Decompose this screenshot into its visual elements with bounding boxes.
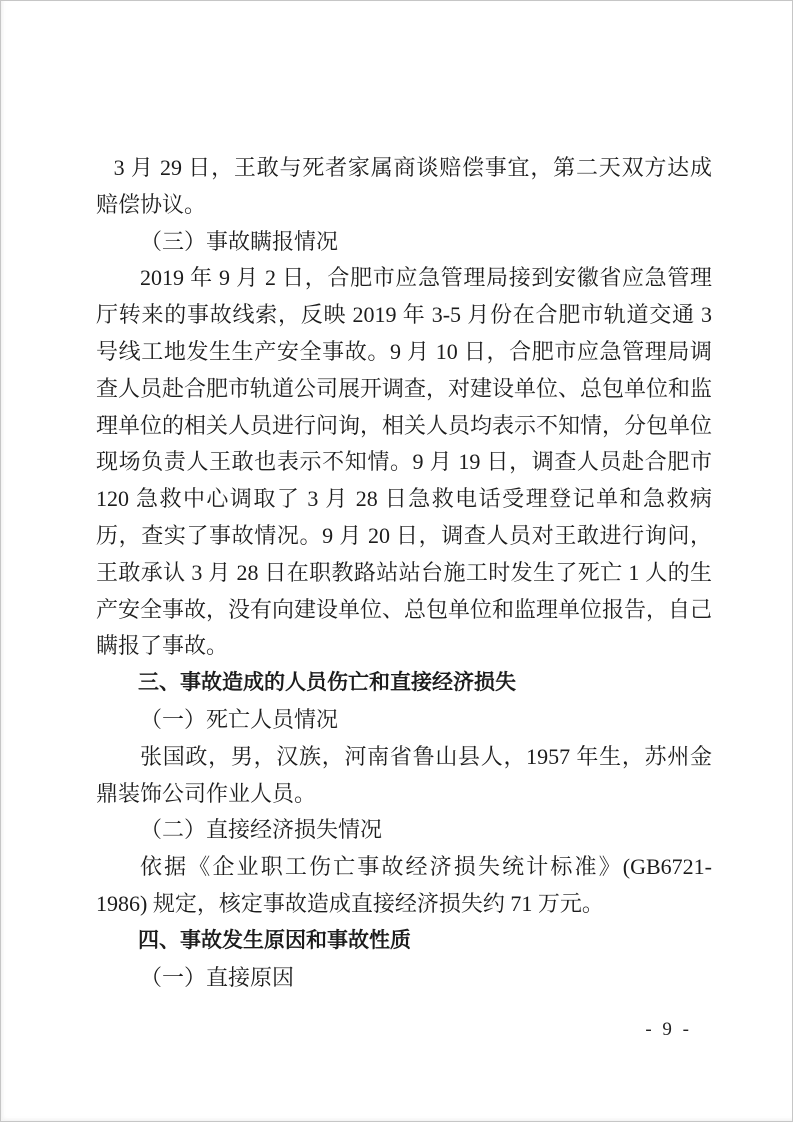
page-number: - 9 - bbox=[645, 1019, 692, 1040]
paragraph-economic-loss-amount: 依据《企业职工伤亡事故经济损失统计标准》(GB6721-1986) 规定，核定事故造成直接经济损失约 71 万元。 bbox=[96, 854, 712, 916]
heading-section-3-casualties-and-losses: 三、事故造成的人员伤亡和直接经济损失 bbox=[138, 671, 516, 695]
subheading-direct-economic-loss: （二）直接经济损失情况 bbox=[140, 817, 383, 843]
subheading-accident-concealment: （三）事故瞒报情况 bbox=[140, 228, 339, 254]
document-body bbox=[96, 150, 712, 996]
paragraph-compensation-agreement: 3 月 29 日，王敢与死者家属商谈赔偿事宜，第二天双方达成赔偿协议。 bbox=[96, 155, 712, 217]
subheading-direct-cause: （一）直接原因 bbox=[140, 964, 295, 990]
paragraph-investigation-narrative: 2019 年 9 月 2 日，合肥市应急管理局接到安徽省应急管理厅转来的事故线索，反映 2019 年 3-5 月份在合肥市轨道交通 3 号线工地发生生产安全事故。9 月 10 日，合肥市应急管理局调查人员赴合肥市轨道公司展开调查，对建设单位、总包单位和监理单位的相关人员进行问询，相关人员均表示不知情，分包单位现场负责人王敢也表示不知情。9 月 19 日，调查人员赴合肥市 120 急救中心调取了 3 月 28 日急救电话受理登记单和急救病历，查实了事故情况。9 月 20 日，调查人员对王敢进行询问，王敢承认 3 月 28 日在职教路站站台施工时发生了死亡 1 人的生产安全事故，没有向建设单位、总包单位和监理单位报告，自己瞒报了事故。 bbox=[96, 265, 713, 659]
subheading-death-toll: （一）死亡人员情况 bbox=[140, 706, 339, 732]
paragraph-victim-info: 张国政，男，汉族，河南省鲁山县人，1957 年生，苏州金鼎装饰公司作业人员。 bbox=[96, 743, 712, 806]
heading-section-4-causes-and-nature: 四、事故发生原因和事故性质 bbox=[138, 928, 411, 952]
